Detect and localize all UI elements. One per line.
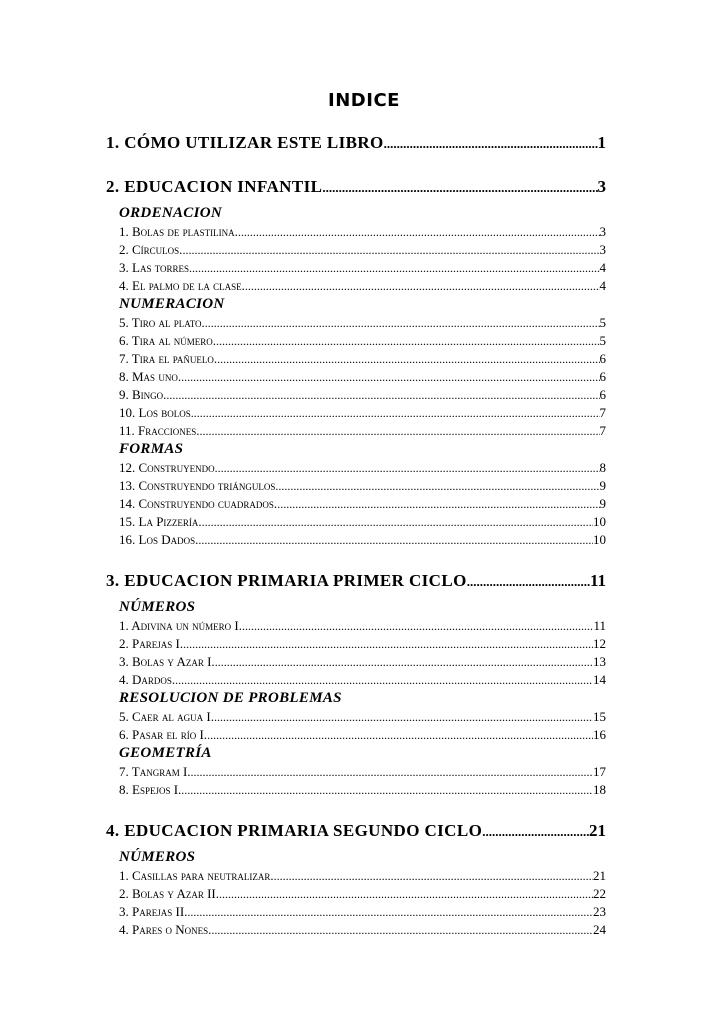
toc-section-label: 1. CÓMO UTILIZAR ESTE LIBRO — [106, 133, 384, 152]
toc-entry-label: 7. Tangram I. — [119, 764, 191, 779]
dot-leader — [166, 386, 599, 404]
toc-entry-label: 8. Espejos I. — [119, 782, 182, 797]
toc-group-heading: FORMAS — [119, 441, 184, 457]
dot-leader — [181, 781, 593, 799]
toc-entry-page: 7 — [599, 423, 606, 438]
toc-entry-page: 12 — [593, 636, 606, 651]
toc-entry-label: 4. Pares o Nones. — [119, 922, 212, 937]
toc-entry[interactable] — [119, 867, 606, 885]
toc-entry[interactable] — [119, 259, 606, 277]
toc-section-page: 11 — [589, 571, 606, 590]
toc-entry[interactable] — [119, 350, 606, 368]
toc-entry-label: 2. Parejas I. — [119, 636, 184, 651]
toc-entry-page: 16 — [593, 727, 606, 742]
toc-entry-label: 1. Casillas para neutralizar. — [119, 868, 274, 883]
dot-leader — [181, 368, 599, 386]
dot-leader — [219, 885, 593, 903]
toc-entry-label: 16. Los Dados. — [119, 532, 199, 547]
toc-entry-label: 1. Adivina un número I. — [119, 618, 242, 633]
toc-entry[interactable] — [119, 513, 606, 531]
toc-entry-label: 4. Dardos. — [119, 672, 176, 687]
section-spacer — [106, 799, 606, 819]
toc-group-heading: GEOMETRÍA — [119, 745, 212, 761]
toc-section-page: 21 — [589, 821, 606, 840]
toc-entry-page: 24 — [593, 922, 606, 937]
toc-entry[interactable] — [119, 314, 606, 332]
toc-entry-page: 3 — [599, 224, 606, 239]
toc-entry[interactable] — [119, 332, 606, 350]
toc-entry-page: 7 — [599, 405, 606, 420]
table-of-contents — [106, 131, 606, 939]
toc-entry-label: 13. Construyendo triángulos — [119, 478, 276, 493]
toc-section-page: 1 — [597, 133, 606, 152]
toc-entry-page: 13 — [593, 654, 606, 669]
toc-entry-page: 22 — [593, 886, 606, 901]
toc-entry-page: 5 — [599, 315, 606, 330]
toc-entry-label: 2. Círculos. — [119, 242, 183, 257]
dot-leader — [274, 867, 593, 885]
toc-entry-page: 9 — [599, 478, 606, 493]
toc-entry-page: 9 — [599, 496, 606, 511]
toc-entry[interactable] — [119, 708, 606, 726]
dot-leader — [200, 422, 600, 440]
toc-section[interactable] — [106, 175, 606, 199]
dot-leader — [189, 259, 599, 277]
toc-entry-label: 6. Pasar el río I. — [119, 727, 208, 742]
toc-entry[interactable] — [119, 223, 606, 241]
toc-entry[interactable] — [119, 635, 606, 653]
toc-section-page: 3 — [597, 177, 606, 196]
toc-section-label: 3. EDUCACION PRIMARIA PRIMER CICLO — [106, 571, 467, 590]
toc-entry-page: 8 — [599, 460, 606, 475]
dot-leader — [182, 241, 599, 259]
dot-leader — [215, 653, 593, 671]
dot-leader — [277, 495, 599, 513]
dot-leader — [211, 921, 593, 939]
toc-group-heading: RESOLUCION DE PROBLEMAS — [119, 690, 342, 706]
dot-leader — [205, 314, 600, 332]
dot-leader — [187, 903, 593, 921]
dot-leader — [245, 277, 600, 295]
toc-entry[interactable] — [119, 671, 606, 689]
dot-leader — [217, 350, 599, 368]
toc-entry-label: 8. Mas uno. — [119, 369, 182, 384]
toc-subsection-list — [106, 204, 606, 549]
toc-entry[interactable] — [119, 495, 606, 513]
dot-leader — [175, 671, 593, 689]
toc-entry-page: 3 — [599, 242, 606, 257]
toc-section[interactable] — [106, 819, 606, 843]
toc-section-label: 4. EDUCACION PRIMARIA SEGUNDO CICLO — [106, 821, 483, 840]
dot-leader — [467, 569, 590, 593]
dot-leader — [207, 726, 593, 744]
page-title: INDICE — [328, 90, 400, 111]
toc-entry-label: 3. Bolas y Azar I. — [119, 654, 215, 669]
dot-leader — [215, 459, 600, 477]
toc-entry[interactable] — [119, 781, 606, 799]
toc-section-label: 2. EDUCACION INFANTIL — [106, 177, 323, 196]
toc-entry-page: 15 — [593, 709, 606, 724]
toc-entry[interactable] — [119, 368, 606, 386]
toc-entry[interactable] — [119, 763, 606, 781]
dot-leader — [191, 404, 600, 422]
toc-entry[interactable] — [119, 653, 606, 671]
toc-entry[interactable] — [119, 903, 606, 921]
toc-group-heading: NÚMEROS — [119, 849, 196, 865]
toc-entry[interactable] — [119, 241, 606, 259]
toc-entry-label: 2. Bolas y Azar II. — [119, 886, 220, 901]
toc-entry-label: 3. Las torres — [119, 260, 190, 275]
toc-entry-label: 9. Bingo. — [119, 387, 167, 402]
toc-entry-label: 14. Construyendo cuadrados. — [119, 496, 278, 511]
toc-entry-page: 6 — [599, 369, 606, 384]
dot-leader — [216, 332, 600, 350]
toc-entry-label: 12. Construyendo — [119, 460, 215, 475]
toc-entry-page: 21 — [593, 868, 606, 883]
toc-entry-page: 23 — [593, 904, 606, 919]
toc-entry-label: 5. Tiro al plato. — [119, 315, 205, 330]
toc-subsection-list — [106, 598, 606, 799]
dot-leader — [198, 531, 593, 549]
toc-group-heading: NUMERACION — [119, 296, 225, 312]
toc-entry-label: 3. Parejas II. — [119, 904, 188, 919]
toc-entry[interactable] — [119, 531, 606, 549]
toc-entry-page: 14 — [593, 672, 606, 687]
toc-entry-page: 5 — [599, 333, 606, 348]
toc-group-heading: NÚMEROS — [119, 599, 196, 615]
toc-entry-page: 10 — [593, 532, 606, 547]
toc-entry-label: 7. Tira el pañuelo. — [119, 351, 218, 366]
toc-entry[interactable] — [119, 386, 606, 404]
toc-entry-page: 4 — [599, 260, 606, 275]
dot-leader — [242, 617, 593, 635]
toc-entry[interactable] — [119, 726, 606, 744]
dot-leader — [275, 477, 599, 495]
section-spacer — [106, 155, 606, 175]
toc-entry[interactable] — [119, 422, 606, 440]
dot-leader — [238, 223, 600, 241]
section-spacer — [106, 549, 606, 569]
toc-section[interactable] — [106, 131, 606, 155]
dot-leader — [214, 708, 593, 726]
toc-entry[interactable] — [119, 404, 606, 422]
dot-leader — [482, 819, 589, 843]
dot-leader — [322, 175, 597, 199]
toc-entry[interactable] — [119, 885, 606, 903]
dot-leader — [384, 131, 598, 155]
toc-entry-page: 6 — [599, 387, 606, 402]
toc-entry[interactable] — [119, 477, 606, 495]
dot-leader — [183, 635, 593, 653]
dot-leader — [202, 513, 593, 531]
toc-entry-label: 4. El palmo de la clase. — [119, 278, 245, 293]
toc-entry-label: 15. La Pizzería. — [119, 514, 202, 529]
dot-leader — [191, 763, 593, 781]
toc-section[interactable] — [106, 569, 606, 593]
toc-entry[interactable] — [119, 459, 606, 477]
toc-entry-page: 4 — [599, 278, 606, 293]
toc-group-heading: ORDENACION — [119, 205, 223, 221]
toc-entry[interactable] — [119, 277, 606, 295]
toc-entry-page: 11 — [593, 618, 606, 633]
toc-entry-label: 10. Los bolos — [119, 405, 191, 420]
toc-entry-page: 10 — [593, 514, 606, 529]
toc-entry-page: 17 — [593, 764, 606, 779]
toc-entry[interactable] — [119, 617, 606, 635]
toc-subsection-list — [106, 848, 606, 939]
toc-entry[interactable] — [119, 921, 606, 939]
toc-entry-label: 6. Tira al número. — [119, 333, 216, 348]
toc-entry-label: 5. Caer al agua I. — [119, 709, 214, 724]
toc-entry-label: 1. Bolas de plastilina. — [119, 224, 238, 239]
toc-entry-page: 6 — [599, 351, 606, 366]
toc-entry-label: 11. Fracciones. — [119, 423, 200, 438]
toc-entry-page: 18 — [593, 782, 606, 797]
